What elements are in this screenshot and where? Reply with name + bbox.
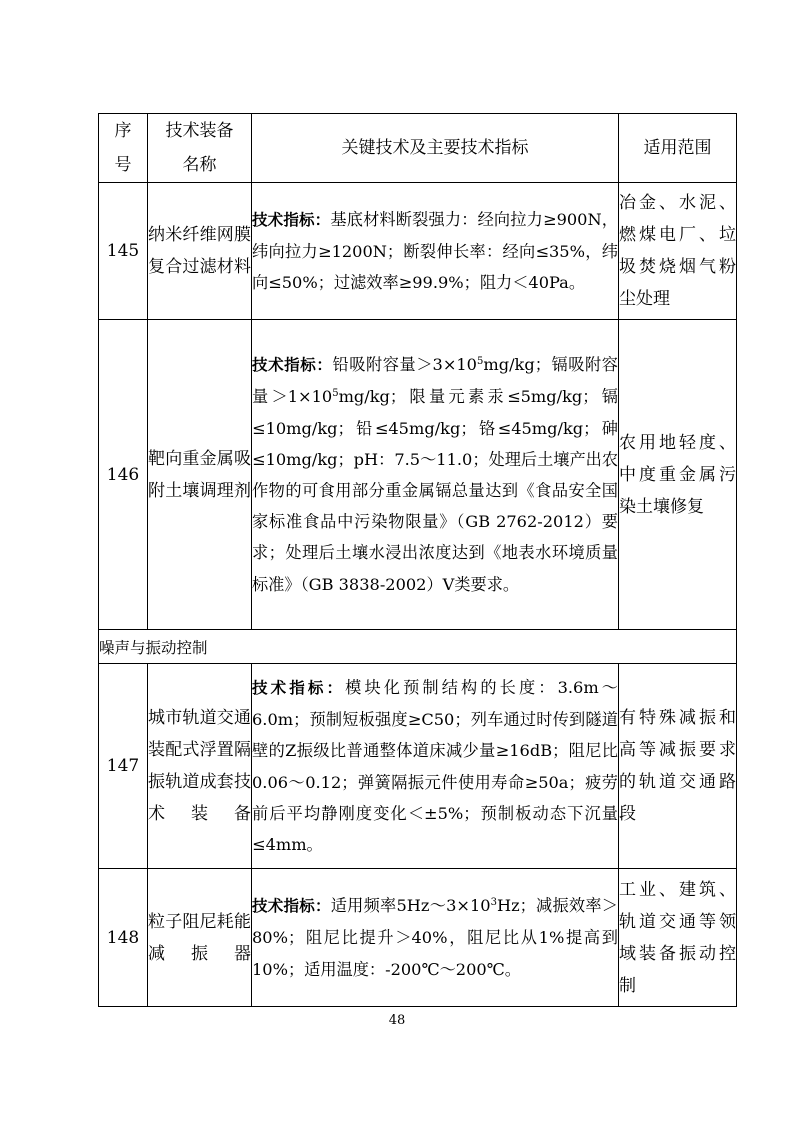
spec-text: 模块化预制结构的长度：3.6m～6.0m；预制短板强度≥C50；列车通过时传到隧道壁的Z振级比普通整体道床减少量≥16dB；阻尼比0.06～0.12；弹簧隔振元件使用寿命≥50a；疲劳前后平均静刚度变化＜±5%；预制板动态下沉量≤4mm。	[252, 677, 618, 854]
spec-label: 技术指标：	[252, 356, 333, 375]
header-scope: 适用范围	[619, 114, 737, 183]
spec-text: 铅吸附容量＞3×10	[332, 355, 477, 375]
spec-superscript: 5	[476, 356, 484, 368]
row-number: 148	[99, 869, 148, 1007]
spec-label: 技术指标：	[252, 678, 346, 697]
application-scope: 冶金、水泥、燃煤电厂、垃圾焚烧烟气粉尘处理	[619, 183, 737, 320]
application-scope: 有特殊减振和高等减振要求的轨道交通路段	[619, 664, 737, 869]
spec-superscript: 5	[332, 388, 339, 400]
tech-spec	[252, 183, 619, 320]
equipment-table	[98, 113, 737, 1007]
spec-text: mg/kg；限量元素汞≤5mg/kg；镉≤10mg/kg；铅≤45mg/kg；铬≤45mg/kg；砷≤10mg/kg；pH：7.5～11.0；处理后土壤产出农作物的可食用部分重金属镉总量达到《食品安全国家标准食品中污染物限量》（GB 2762-2012）要求；处理后土壤水浸出浓度达到《地表水环境质量标准》（GB 3838-2002）V类要求。	[252, 387, 619, 594]
header-spec: 关键技术及主要技术指标	[252, 114, 619, 183]
tech-spec	[252, 664, 619, 869]
equipment-name: 城市轨道交通装配式浮置隔振轨道成套技术装备	[148, 664, 252, 869]
section-row	[99, 630, 737, 664]
spec-label: 技术指标：	[252, 210, 331, 229]
tech-spec	[252, 320, 619, 630]
header-name: 技术装备名称	[148, 114, 252, 183]
row-number: 146	[99, 320, 148, 630]
spec-text: 适用频率5Hz～3×10	[330, 896, 491, 916]
spec-text: mg/kg；镉吸附容量＞1×10	[252, 355, 618, 407]
spec-text: Hz；减振效率＞80%；阻尼比提升＞40%，阻尼比从1%提高到10%；适用温度：-200℃～200℃。	[252, 896, 618, 979]
section-title: 噪声与振动控制	[99, 630, 737, 664]
table-row	[99, 183, 737, 320]
equipment-name: 靶向重金属吸附土壤调理剂	[148, 320, 252, 630]
spec-superscript: 3	[490, 897, 497, 909]
header-no: 序号	[99, 114, 148, 183]
table-row	[99, 869, 737, 1007]
row-number: 145	[99, 183, 148, 320]
equipment-name: 粒子阻尼耗能减振器	[148, 869, 252, 1007]
tech-spec	[252, 869, 619, 1007]
table-row	[99, 664, 737, 869]
table-row	[99, 320, 737, 630]
spec-text: 基底材料断裂强力：经向拉力≥900N，纬向拉力≥1200N；断裂伸长率：经向≤35%，纬向≤50%；过滤效率≥99.9%；阻力＜40Pa。	[252, 209, 618, 293]
spec-label: 技术指标：	[252, 897, 331, 916]
equipment-name: 纳米纤维网膜复合过滤材料	[148, 183, 252, 320]
application-scope: 工业、建筑、轨道交通等领域装备振动控制	[619, 869, 737, 1007]
row-number: 147	[99, 664, 148, 869]
application-scope: 农用地轻度、中度重金属污染土壤修复	[619, 320, 737, 630]
page-number: 48	[388, 1013, 406, 1028]
table-header-row	[99, 114, 737, 183]
